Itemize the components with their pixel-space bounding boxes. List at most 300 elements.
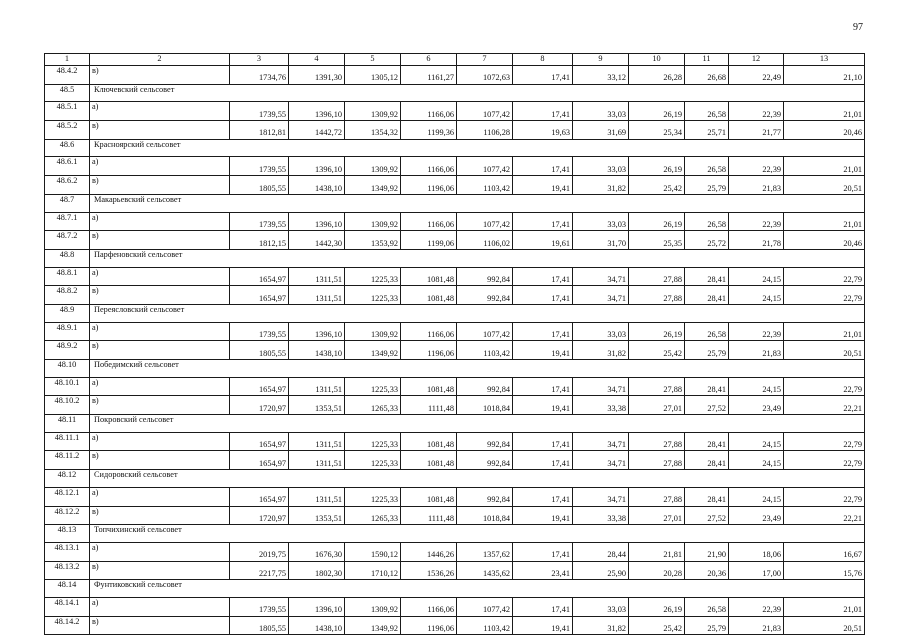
row-variant: а): [90, 322, 230, 341]
value-cell: 1077,42: [457, 212, 513, 231]
value-cell: 26,58: [685, 322, 729, 341]
value-cell: 1081,48: [401, 451, 457, 470]
section-row: [45, 415, 865, 433]
section-code: 48.9: [45, 304, 90, 322]
value-cell: 33,03: [573, 157, 629, 176]
value-cell: 24,15: [729, 432, 784, 451]
value-cell: 1357,62: [457, 542, 513, 561]
value-cell: 1720,97: [230, 506, 289, 525]
value-cell: 1720,97: [230, 396, 289, 415]
value-cell: 19,41: [513, 616, 573, 635]
value-cell: 1734,76: [230, 66, 289, 85]
value-cell: 1676,30: [289, 542, 345, 561]
value-cell: 1309,92: [345, 212, 401, 231]
value-cell: 1166,06: [401, 597, 457, 616]
row-code: 48.13.1: [45, 542, 90, 561]
value-cell: 1265,33: [345, 396, 401, 415]
row-variant: а): [90, 102, 230, 121]
row-code: 48.12.2: [45, 506, 90, 525]
value-cell: 1018,84: [457, 396, 513, 415]
value-cell: 27,88: [629, 487, 685, 506]
value-cell: 1309,92: [345, 157, 401, 176]
value-cell: 17,41: [513, 212, 573, 231]
section-title: Сидоровский сельсовет: [90, 470, 865, 488]
section-code: 48.13: [45, 525, 90, 543]
table-row: [45, 157, 865, 176]
table-row: [45, 597, 865, 616]
value-cell: 22,79: [784, 267, 865, 286]
value-cell: 31,82: [573, 341, 629, 360]
value-cell: 22,21: [784, 396, 865, 415]
value-cell: 21,90: [685, 542, 729, 561]
value-cell: 1311,51: [289, 487, 345, 506]
value-cell: 1199,36: [401, 121, 457, 140]
value-cell: 33,38: [573, 396, 629, 415]
value-cell: 31,69: [573, 121, 629, 140]
column-header: 5: [345, 54, 401, 66]
value-cell: 26,58: [685, 212, 729, 231]
value-cell: 1311,51: [289, 451, 345, 470]
value-cell: 992,84: [457, 377, 513, 396]
value-cell: 21,01: [784, 597, 865, 616]
section-code: 48.11: [45, 415, 90, 433]
row-variant: в): [90, 231, 230, 250]
row-variant: а): [90, 212, 230, 231]
value-cell: 17,41: [513, 487, 573, 506]
value-cell: 23,49: [729, 396, 784, 415]
column-header: 9: [573, 54, 629, 66]
value-cell: 1196,06: [401, 341, 457, 360]
value-cell: 26,58: [685, 102, 729, 121]
value-cell: 1396,10: [289, 212, 345, 231]
value-cell: 17,41: [513, 432, 573, 451]
value-cell: 1225,33: [345, 451, 401, 470]
row-code: 48.13.2: [45, 561, 90, 580]
section-code: 48.6: [45, 139, 90, 157]
value-cell: 1349,92: [345, 341, 401, 360]
value-cell: 22,39: [729, 597, 784, 616]
value-cell: 17,41: [513, 451, 573, 470]
value-cell: 1349,92: [345, 616, 401, 635]
value-cell: 1106,02: [457, 231, 513, 250]
table-row: [45, 267, 865, 286]
value-cell: 24,15: [729, 377, 784, 396]
value-cell: 31,82: [573, 176, 629, 195]
value-cell: 1166,06: [401, 102, 457, 121]
value-cell: 1225,33: [345, 487, 401, 506]
section-row: [45, 194, 865, 212]
column-header: 4: [289, 54, 345, 66]
row-variant: в): [90, 66, 230, 85]
header-row: [45, 54, 865, 66]
value-cell: 22,79: [784, 286, 865, 305]
row-code: 48.12.1: [45, 487, 90, 506]
value-cell: 27,88: [629, 451, 685, 470]
value-cell: 1802,30: [289, 561, 345, 580]
value-cell: 15,76: [784, 561, 865, 580]
table-row: [45, 432, 865, 451]
section-code: 48.5: [45, 84, 90, 102]
table-row: [45, 212, 865, 231]
section-row: [45, 84, 865, 102]
value-cell: 21,01: [784, 322, 865, 341]
value-cell: 33,03: [573, 322, 629, 341]
value-cell: 25,72: [685, 231, 729, 250]
section-code: 48.10: [45, 360, 90, 378]
value-cell: 1438,10: [289, 176, 345, 195]
value-cell: 1225,33: [345, 377, 401, 396]
table-row: [45, 396, 865, 415]
column-header: 10: [629, 54, 685, 66]
value-cell: 1311,51: [289, 286, 345, 305]
value-cell: 28,41: [685, 451, 729, 470]
section-code: 48.7: [45, 194, 90, 212]
value-cell: 1654,97: [230, 267, 289, 286]
value-cell: 1311,51: [289, 377, 345, 396]
value-cell: 21,78: [729, 231, 784, 250]
value-cell: 24,15: [729, 487, 784, 506]
value-cell: 25,90: [573, 561, 629, 580]
value-cell: 22,39: [729, 157, 784, 176]
value-cell: 27,88: [629, 432, 685, 451]
value-cell: 1353,92: [345, 231, 401, 250]
value-cell: 19,41: [513, 396, 573, 415]
row-code: 48.9.1: [45, 322, 90, 341]
value-cell: 25,42: [629, 616, 685, 635]
value-cell: 1805,55: [230, 176, 289, 195]
value-cell: 1590,12: [345, 542, 401, 561]
value-cell: 28,41: [685, 432, 729, 451]
section-row: [45, 470, 865, 488]
value-cell: 22,21: [784, 506, 865, 525]
value-cell: 1199,06: [401, 231, 457, 250]
section-row: [45, 360, 865, 378]
column-header: 7: [457, 54, 513, 66]
column-header: 8: [513, 54, 573, 66]
value-cell: 1654,97: [230, 451, 289, 470]
value-cell: 24,15: [729, 451, 784, 470]
table-row: [45, 102, 865, 121]
value-cell: 1654,97: [230, 286, 289, 305]
value-cell: 21,81: [629, 542, 685, 561]
value-cell: 17,00: [729, 561, 784, 580]
row-variant: а): [90, 377, 230, 396]
value-cell: 1442,72: [289, 121, 345, 140]
row-variant: а): [90, 597, 230, 616]
value-cell: 1305,12: [345, 66, 401, 85]
section-title: Макарьевский сельсовет: [90, 194, 865, 212]
value-cell: 1166,06: [401, 322, 457, 341]
value-cell: 27,88: [629, 267, 685, 286]
row-variant: в): [90, 341, 230, 360]
value-cell: 17,41: [513, 597, 573, 616]
value-cell: 1225,33: [345, 286, 401, 305]
value-cell: 992,84: [457, 267, 513, 286]
value-cell: 1805,55: [230, 341, 289, 360]
value-cell: 19,41: [513, 506, 573, 525]
value-cell: 1081,48: [401, 286, 457, 305]
value-cell: 1353,51: [289, 506, 345, 525]
value-cell: 34,71: [573, 432, 629, 451]
value-cell: 28,44: [573, 542, 629, 561]
value-cell: 1396,10: [289, 322, 345, 341]
value-cell: 1442,30: [289, 231, 345, 250]
table-row: [45, 66, 865, 85]
value-cell: 18,06: [729, 542, 784, 561]
value-cell: 1196,06: [401, 616, 457, 635]
value-cell: 26,19: [629, 212, 685, 231]
value-cell: 1225,33: [345, 432, 401, 451]
row-variant: в): [90, 121, 230, 140]
value-cell: 1225,33: [345, 267, 401, 286]
column-header: 13: [784, 54, 865, 66]
value-cell: 1081,48: [401, 487, 457, 506]
value-cell: 1111,48: [401, 396, 457, 415]
value-cell: 31,70: [573, 231, 629, 250]
value-cell: 1077,42: [457, 157, 513, 176]
section-row: [45, 580, 865, 598]
value-cell: 1805,55: [230, 616, 289, 635]
section-code: 48.14: [45, 580, 90, 598]
section-row: [45, 525, 865, 543]
row-variant: в): [90, 561, 230, 580]
value-cell: 25,34: [629, 121, 685, 140]
value-cell: 1106,28: [457, 121, 513, 140]
value-cell: 17,41: [513, 66, 573, 85]
value-cell: 26,68: [685, 66, 729, 85]
section-title: Победимский сельсовет: [90, 360, 865, 378]
value-cell: 21,77: [729, 121, 784, 140]
row-code: 48.7.1: [45, 212, 90, 231]
value-cell: 27,52: [685, 396, 729, 415]
value-cell: 21,01: [784, 102, 865, 121]
value-cell: 1391,30: [289, 66, 345, 85]
row-code: 48.14.1: [45, 597, 90, 616]
value-cell: 22,79: [784, 451, 865, 470]
value-cell: 22,79: [784, 377, 865, 396]
table-row: [45, 341, 865, 360]
table-row: [45, 616, 865, 635]
value-cell: 1018,84: [457, 506, 513, 525]
value-cell: 1739,55: [230, 597, 289, 616]
column-header: 11: [685, 54, 729, 66]
value-cell: 28,41: [685, 286, 729, 305]
row-variant: в): [90, 616, 230, 635]
table-row: [45, 286, 865, 305]
section-title: Фунтиковский сельсовет: [90, 580, 865, 598]
row-code: 48.14.2: [45, 616, 90, 635]
value-cell: 28,41: [685, 377, 729, 396]
value-cell: 1196,06: [401, 176, 457, 195]
value-cell: 1654,97: [230, 432, 289, 451]
value-cell: 1353,51: [289, 396, 345, 415]
table-row: [45, 121, 865, 140]
column-header: 1: [45, 54, 90, 66]
table-row: [45, 322, 865, 341]
value-cell: 992,84: [457, 286, 513, 305]
table-body: [45, 54, 865, 635]
row-variant: в): [90, 506, 230, 525]
value-cell: 26,58: [685, 157, 729, 176]
value-cell: 33,38: [573, 506, 629, 525]
value-cell: 26,19: [629, 322, 685, 341]
value-cell: 1111,48: [401, 506, 457, 525]
value-cell: 22,39: [729, 322, 784, 341]
value-cell: 1311,51: [289, 267, 345, 286]
value-cell: 33,03: [573, 102, 629, 121]
row-code: 48.8.2: [45, 286, 90, 305]
table-row: [45, 231, 865, 250]
value-cell: 33,03: [573, 597, 629, 616]
value-cell: 1166,06: [401, 212, 457, 231]
row-code: 48.10.1: [45, 377, 90, 396]
value-cell: 1739,55: [230, 212, 289, 231]
row-code: 48.5.2: [45, 121, 90, 140]
value-cell: 25,79: [685, 341, 729, 360]
value-cell: 26,28: [629, 66, 685, 85]
value-cell: 1309,92: [345, 322, 401, 341]
value-cell: 33,03: [573, 212, 629, 231]
table-row: [45, 377, 865, 396]
row-code: 48.5.1: [45, 102, 90, 121]
row-variant: а): [90, 157, 230, 176]
value-cell: 1103,42: [457, 176, 513, 195]
value-cell: 20,46: [784, 231, 865, 250]
value-cell: 25,79: [685, 176, 729, 195]
section-title: Парфеновский сельсовет: [90, 249, 865, 267]
value-cell: 22,39: [729, 212, 784, 231]
value-cell: 16,67: [784, 542, 865, 561]
section-code: 48.12: [45, 470, 90, 488]
value-cell: 1710,12: [345, 561, 401, 580]
value-cell: 20,51: [784, 176, 865, 195]
value-cell: 26,58: [685, 597, 729, 616]
row-variant: в): [90, 286, 230, 305]
value-cell: 25,71: [685, 121, 729, 140]
value-cell: 27,88: [629, 286, 685, 305]
table-row: [45, 542, 865, 561]
table-row: [45, 451, 865, 470]
value-cell: 21,01: [784, 157, 865, 176]
value-cell: 19,41: [513, 176, 573, 195]
table-row: [45, 561, 865, 580]
value-cell: 22,39: [729, 102, 784, 121]
column-header: 6: [401, 54, 457, 66]
value-cell: 2217,75: [230, 561, 289, 580]
value-cell: 1081,48: [401, 267, 457, 286]
value-cell: 34,71: [573, 286, 629, 305]
value-cell: 21,01: [784, 212, 865, 231]
value-cell: 1077,42: [457, 597, 513, 616]
value-cell: 1354,32: [345, 121, 401, 140]
value-cell: 31,82: [573, 616, 629, 635]
row-code: 48.9.2: [45, 341, 90, 360]
row-variant: в): [90, 451, 230, 470]
value-cell: 1103,42: [457, 616, 513, 635]
section-title: Переясловский сельсовет: [90, 304, 865, 322]
row-code: 48.11.2: [45, 451, 90, 470]
column-header: 3: [230, 54, 289, 66]
value-cell: 1739,55: [230, 102, 289, 121]
value-cell: 1739,55: [230, 157, 289, 176]
row-variant: в): [90, 396, 230, 415]
value-cell: 992,84: [457, 487, 513, 506]
column-header: 2: [90, 54, 230, 66]
value-cell: 22,49: [729, 66, 784, 85]
value-cell: 992,84: [457, 432, 513, 451]
value-cell: 34,71: [573, 487, 629, 506]
value-cell: 34,71: [573, 377, 629, 396]
section-title: Красноярский сельсовет: [90, 139, 865, 157]
value-cell: 1812,15: [230, 231, 289, 250]
value-cell: 20,28: [629, 561, 685, 580]
value-cell: 21,83: [729, 176, 784, 195]
row-code: 48.8.1: [45, 267, 90, 286]
section-row: [45, 304, 865, 322]
value-cell: 22,79: [784, 487, 865, 506]
section-title: Ключевский сельсовет: [90, 84, 865, 102]
table-row: [45, 487, 865, 506]
section-title: Покровский сельсовет: [90, 415, 865, 433]
row-variant: а): [90, 542, 230, 561]
value-cell: 1103,42: [457, 341, 513, 360]
row-code: 48.11.1: [45, 432, 90, 451]
value-cell: 21,83: [729, 616, 784, 635]
value-cell: 28,41: [685, 267, 729, 286]
value-cell: 19,61: [513, 231, 573, 250]
value-cell: 1396,10: [289, 157, 345, 176]
value-cell: 20,36: [685, 561, 729, 580]
value-cell: 26,19: [629, 102, 685, 121]
value-cell: 17,41: [513, 267, 573, 286]
row-code: 48.6.1: [45, 157, 90, 176]
section-row: [45, 139, 865, 157]
row-code: 48.6.2: [45, 176, 90, 195]
value-cell: 27,01: [629, 396, 685, 415]
value-cell: 1446,26: [401, 542, 457, 561]
value-cell: 25,79: [685, 616, 729, 635]
value-cell: 1654,97: [230, 487, 289, 506]
value-cell: 1435,62: [457, 561, 513, 580]
value-cell: 25,42: [629, 176, 685, 195]
value-cell: 1309,92: [345, 597, 401, 616]
value-cell: 1654,97: [230, 377, 289, 396]
value-cell: 1309,92: [345, 102, 401, 121]
value-cell: 1349,92: [345, 176, 401, 195]
value-cell: 20,51: [784, 616, 865, 635]
value-cell: 1739,55: [230, 322, 289, 341]
value-cell: 17,41: [513, 542, 573, 561]
value-cell: 2019,75: [230, 542, 289, 561]
row-variant: а): [90, 487, 230, 506]
section-code: 48.8: [45, 249, 90, 267]
value-cell: 1161,27: [401, 66, 457, 85]
row-variant: а): [90, 267, 230, 286]
table-row: [45, 506, 865, 525]
value-cell: 1311,51: [289, 432, 345, 451]
value-cell: 24,15: [729, 267, 784, 286]
value-cell: 21,10: [784, 66, 865, 85]
value-cell: 27,52: [685, 506, 729, 525]
column-header: 12: [729, 54, 784, 66]
row-code: 48.7.2: [45, 231, 90, 250]
value-cell: 17,41: [513, 286, 573, 305]
value-cell: 1081,48: [401, 432, 457, 451]
value-cell: 22,79: [784, 432, 865, 451]
row-code: 48.4.2: [45, 66, 90, 85]
page-number: 97: [853, 22, 863, 33]
value-cell: 34,71: [573, 451, 629, 470]
